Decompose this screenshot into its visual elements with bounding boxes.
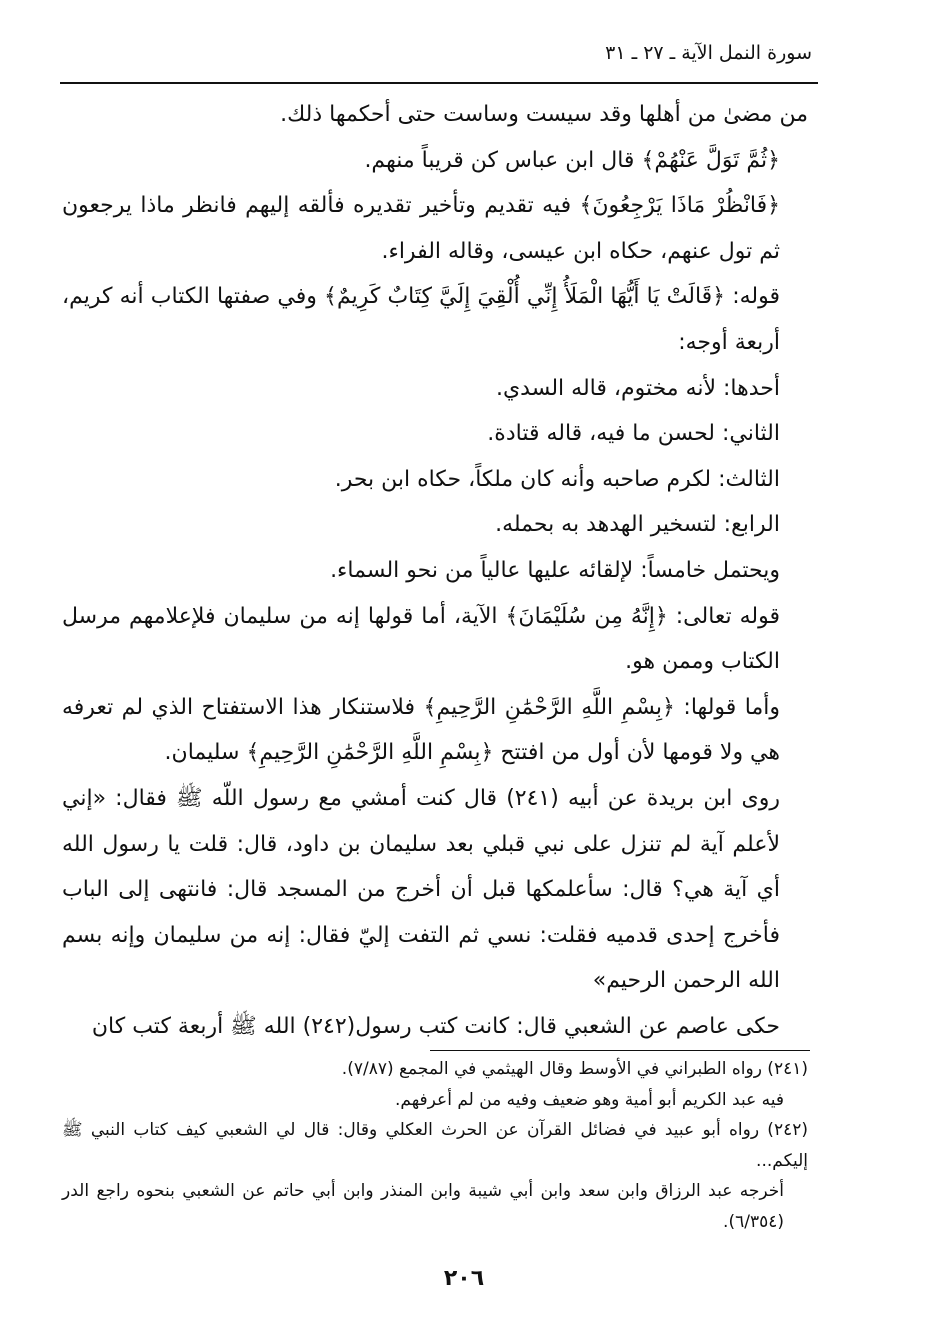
main-text [62,92,808,1049]
paragraph: وأما قولها: ﴿بِسْمِ اللَّهِ الرَّحْمَٰنِ الرَّحِيمِ﴾ فلاستنكار هذا الاستفتاح الذي لم تعرفه هي ولا قومها لأن أول من افتتح ﴿بِسْمِ اللَّهِ الرَّحْمَٰنِ الرَّحِيمِ﴾ سليمان. [62,694,780,766]
paragraph: ﴿فَانْظُرْ مَاذَا يَرْجِعُونَ﴾ فيه تقديم وتأخير تقديره فألقه إليهم فانظر ماذا يرجعون ثم تول عنهم، حكاه ابن عيسى، وقاله الفراء. [62,193,780,264]
list-item: الثالث: لكرم صاحبه وأنه كان ملكاً، حكاه ابن بحر. [334,466,780,492]
list-item: أحدها: لأنه مختوم، قاله السدي. [495,375,780,401]
footnote: فيه عبد الكريم أبو أمية وهو ضعيف وفيه من لم أعرفهم. [395,1089,784,1110]
list-item: الرابع: لتسخير الهدهد به بحمله. [495,512,780,538]
footnote: (٢٤١) رواه الطبراني في الأوسط وقال الهيثمي في المجمع (٧/٨٧). [341,1059,808,1079]
header-rule [60,82,818,84]
paragraph: قوله: ﴿قَالَتْ يَا أَيُّهَا الْمَلَأُ إِنِّي أُلْقِيَ إِلَيَّ كِتَابٌ كَرِيمٌ﴾ وفي صفتها الكتاب أنه كريم، أربعة أوجه: [62,284,780,355]
footnotes [62,1054,808,1237]
list-item: الثاني: لحسن ما فيه، قاله قتادة. [487,421,780,447]
footnote-rule [430,1050,810,1051]
paragraph: حكى عاصم عن الشعبي قال: كانت كتب رسول(٢٤٢) الله ﷺ أربعة كتب كان [91,1013,780,1039]
list-item: ويحتمل خامساً: لإلقائه عليها عالياً من نحو السماء. [330,557,780,583]
paragraph: روى ابن بريدة عن أبيه (٢٤١) قال كنت أمشي مع رسول اللّه ﷺ فقال: «إني لأعلم آية لم تنزل على نبي قبلي بعد سليمان بن داود، قال: قلت يا رسول الله أي آية هي؟ قال: سأعلمكها قبل أن أخرج من المسجد قال: فانتهى إلى الباب فأخرج إحدى قدميه فقلت: نسي ثم التفت إليّ فقال: إنه من سليمان وإنه بسم الله الرحمن الرحيم» [62,785,780,994]
paragraph: من مضىٰ من أهلها وقد سيست وساست حتى أحكمها ذلك. [280,102,808,127]
running-header: سورة النمل الآية ـ ٢٧ ـ ٣١ [605,42,812,64]
footnote: أخرجه عبد الرزاق وابن سعد وابن أبي شيبة وابن المنذر وابن أبي حاتم عن الشعبي بنحوه راجع الدر (٦/٣٥٤). [62,1181,784,1232]
page-number: ٢٠٦ [443,1266,485,1291]
footnote: (٢٤٢) رواه أبو عبيد في فضائل القرآن عن الحرث العكلي وقال: قال لي الشعبي كيف كتاب النبي ﷺ إليكم... [62,1120,808,1171]
paragraph: قوله تعالى: ﴿إِنَّهُ مِن سُلَيْمَانَ﴾ الآية، أما قولها إنه من سليمان فلإعلامهم مرسل الكتاب وممن هو. [62,603,780,675]
paragraph: ﴿ثُمَّ تَوَلَّ عَنْهُمْ﴾ قال ابن عباس كن قريباً منهم. [364,147,780,173]
